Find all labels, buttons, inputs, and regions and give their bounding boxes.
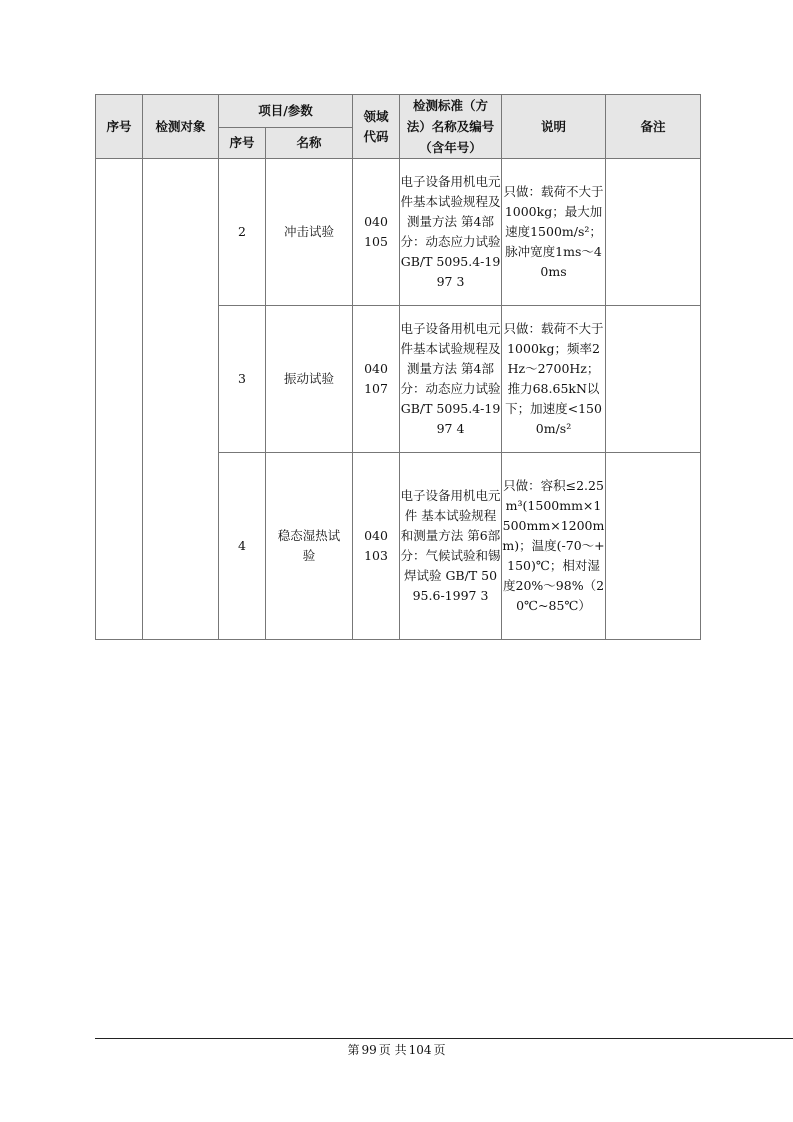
footer-prefix: 第 (347, 1043, 360, 1057)
header-item-name: 名称 (266, 127, 353, 159)
cell-item-seq: 3 (219, 306, 266, 453)
cell-item-seq: 4 (219, 453, 266, 640)
header-remark: 备注 (606, 95, 701, 159)
header-item-seq: 序号 (219, 127, 266, 159)
cell-item-name: 冲击试验 (266, 159, 353, 306)
cell-item-name: 稳态湿热试验 (266, 453, 353, 640)
cell-standard: 电子设备用机电元件 基本试验规程和测量方法 第6部分：气候试验和锡焊试验 GB/T 5095.6-1997 3 (400, 453, 502, 640)
cell-field-code: 040105 (353, 159, 400, 306)
header-seq: 序号 (96, 95, 143, 159)
test-scope-table (95, 94, 701, 640)
cell-object (143, 159, 219, 640)
header-description: 说明 (502, 95, 606, 159)
footer-page-number: 99 (361, 1043, 377, 1057)
cell-description: 只做：载荷不大于1000kg；最大加速度1500m/s²；脉冲宽度1ms～40ms (502, 159, 606, 306)
cell-description: 只做：载荷不大于1000kg；频率2Hz～2700Hz；推力68.65kN以下；加速度<1500m/s² (502, 306, 606, 453)
footer-middle: 页 共 (378, 1043, 407, 1057)
cell-field-code: 040107 (353, 306, 400, 453)
cell-standard: 电子设备用机电元件基本试验规程及测量方法 第4部分：动态应力试验 GB/T 5095.4-1997 4 (400, 306, 502, 453)
page-footer (0, 1042, 793, 1058)
header-object: 检测对象 (143, 95, 219, 159)
footer-divider (95, 1038, 793, 1039)
cell-item-name: 振动试验 (266, 306, 353, 453)
header-field-code: 领域代码 (353, 95, 400, 159)
cell-remark (606, 453, 701, 640)
footer-total-pages: 104 (408, 1043, 432, 1057)
cell-field-code: 040103 (353, 453, 400, 640)
cell-remark (606, 306, 701, 453)
cell-item-seq: 2 (219, 159, 266, 306)
table-row (96, 159, 701, 306)
footer-suffix: 页 (433, 1043, 446, 1057)
cell-remark (606, 159, 701, 306)
cell-standard: 电子设备用机电元件基本试验规程及测量方法 第4部分：动态应力试验 GB/T 5095.4-1997 3 (400, 159, 502, 306)
header-standard: 检测标准（方法）名称及编号（含年号） (400, 95, 502, 159)
header-item-group: 项目/参数 (219, 95, 353, 128)
cell-seq (96, 159, 143, 640)
cell-description: 只做：容积≤2.25m³(1500mm×1500mm×1200mm)；温度(-70～+150)℃；相对湿度20%～98%（20℃~85℃） (502, 453, 606, 640)
